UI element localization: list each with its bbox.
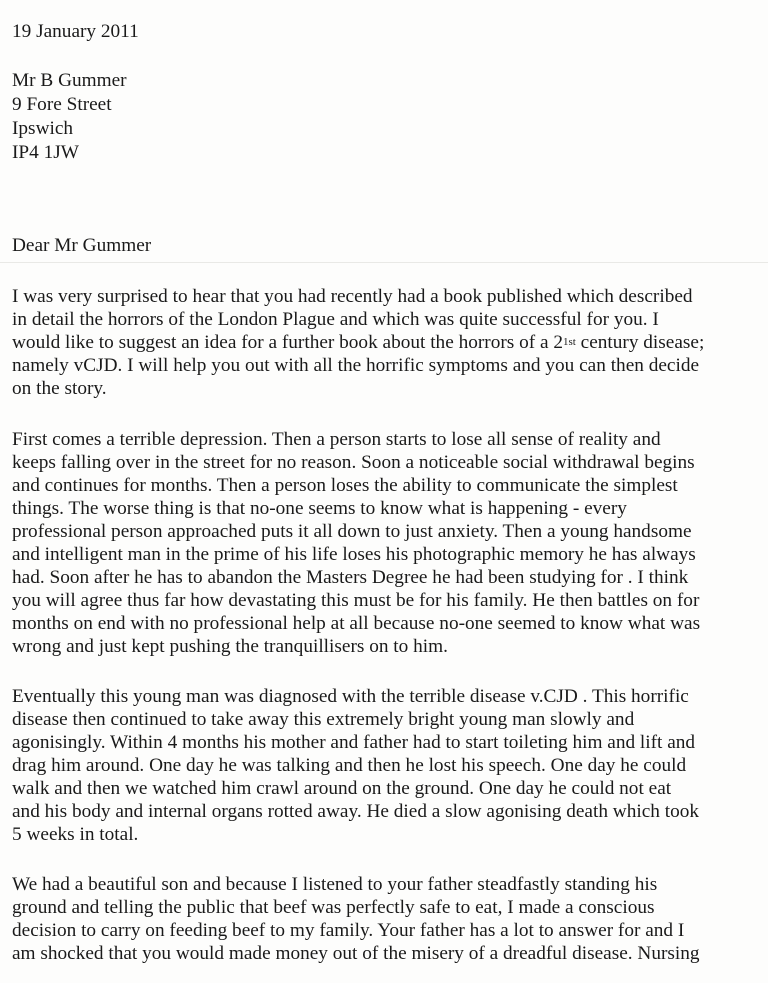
letter-date: 19 January 2011 (12, 21, 139, 42)
paragraph-1-line: on the story. (12, 378, 107, 399)
salutation: Dear Mr Gummer (12, 235, 152, 256)
paragraph-2-line: you will agree thus far how devastating this must be for his family. He then battles on for (12, 590, 700, 611)
paragraph-4-line: decision to carry on feeding beef to my family. Your father has a lot to answer for and I (12, 920, 685, 941)
paragraph-3-line: disease then continued to take away this extremely bright young man slowly and (12, 709, 635, 730)
paragraph-4-line: am shocked that you would made money out of the misery of a dreadful disease. Nursing (12, 943, 700, 964)
paragraph-3-line: Eventually this young man was diagnosed with the terrible disease v.CJD . This horrific (12, 686, 689, 707)
paper-crease (0, 262, 768, 263)
paragraph-4-line: ground and telling the public that beef was perfectly safe to eat, I made a conscious (12, 897, 655, 918)
paragraph-3-line: agonisingly. Within 4 months his mother and father had to start toileting him and lift and (12, 732, 696, 753)
paragraph-1-line (12, 332, 704, 354)
paragraph-1-line: in detail the horrors of the London Plague and which was quite successful for you. I (12, 309, 659, 330)
paragraph-3-line: and his body and internal organs rotted away. He died a slow agonising death which took (12, 801, 700, 822)
paragraph-3-line: drag him around. One day he was talking and then he lost his speech. One day he could (12, 755, 687, 776)
paragraph-2-line: keeps falling over in the street for no reason. Soon a noticeable social withdrawal begins (12, 452, 695, 473)
paragraph-2-line: First comes a terrible depression. Then a person starts to lose all sense of reality and (12, 429, 661, 450)
recipient-town: Ipswich (12, 118, 74, 139)
paragraph-1-text: century disease; (575, 332, 705, 353)
recipient-street: 9 Fore Street (12, 94, 112, 115)
recipient-postcode: IP4 1JW (12, 142, 79, 163)
paragraph-2-line: had. Soon after he has to abandon the Masters Degree he had been studying for . I think (12, 567, 689, 588)
paragraph-2-line: and continues for months. Then a person loses the ability to communicate the simplest (12, 475, 678, 496)
paragraph-1-text: would like to suggest an idea for a further book about the horrors of a 2 (12, 332, 563, 353)
paragraph-2-line: and intelligent man in the prime of his life loses his photographic memory he has always (12, 544, 696, 565)
paragraph-2-line: things. The worse thing is that no-one seems to know what is happening - every (12, 498, 627, 519)
paragraph-1-line: namely vCJD. I will help you out with all the horrific symptoms and you can then decide (12, 355, 700, 376)
paragraph-2-line: wrong and just kept pushing the tranquillisers on to him. (12, 636, 448, 657)
paragraph-4-line: We had a beautiful son and because I listened to your father steadfastly standing his (12, 874, 658, 895)
recipient-name: Mr B Gummer (12, 70, 127, 91)
paragraph-2-line: months on end with no professional help at all because no-one seemed to know what was (12, 613, 701, 634)
paragraph-3-line: walk and then we watched him crawl around on the ground. One day he could not eat (12, 778, 672, 799)
paragraph-2-line: professional person approached puts it all down to just anxiety. Then a young handsome (12, 521, 692, 542)
paragraph-1-line: I was very surprised to hear that you had recently had a book published which described (12, 286, 693, 307)
paragraph-3-line: 5 weeks in total. (12, 824, 139, 845)
ordinal-superscript: 1st (562, 336, 576, 348)
